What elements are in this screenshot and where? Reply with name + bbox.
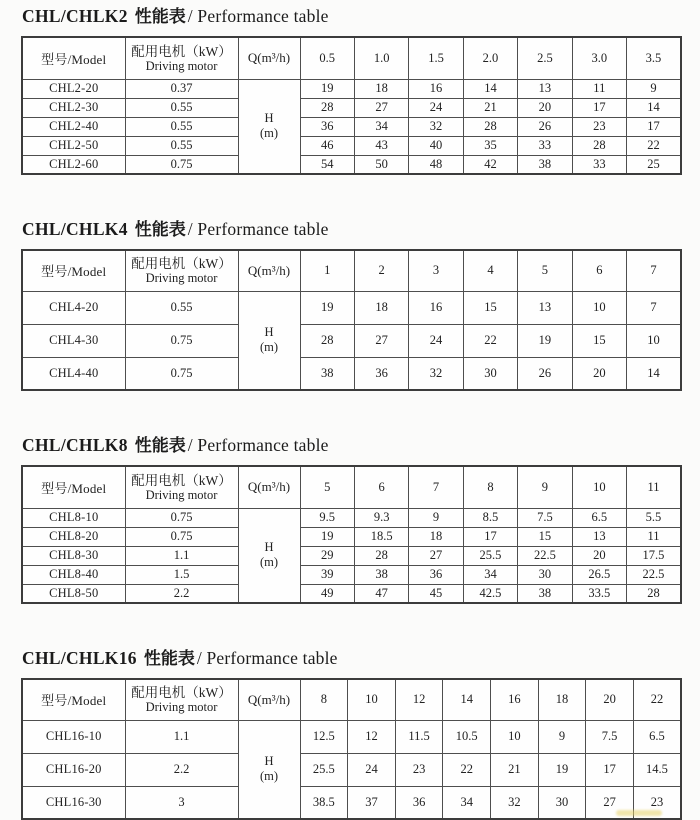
head-value-cell: 38 [518,584,572,603]
head-value-cell: 15 [572,324,626,357]
head-value-cell: 14 [627,98,681,117]
performance-table-section-chlk8 [21,434,682,604]
head-value-cell: 47 [354,584,408,603]
head-value-cell: 36 [354,357,408,390]
motor-power-cell: 0.55 [125,117,238,136]
head-value-cell: 21 [463,98,517,117]
column-header-flow-q: Q(m³/h) [238,679,300,720]
head-value-cell: 45 [409,584,463,603]
head-unit-cell [238,508,300,603]
head-value-cell: 6.5 [572,508,626,527]
head-value-cell: 17.5 [627,546,681,565]
column-header-model: 型号/Model [22,250,125,291]
head-value-cell: 14 [463,79,517,98]
head-value-cell: 32 [409,357,463,390]
head-value-cell: 6.5 [633,720,681,753]
model-cell: CHL8-40 [22,565,125,584]
table-row [22,720,681,753]
model-cell: CHL4-40 [22,357,125,390]
table-row [22,357,681,390]
head-value-cell: 19 [300,527,354,546]
head-value-cell: 34 [463,565,517,584]
head-value-cell: 36 [395,786,443,819]
model-cell: CHL8-10 [22,508,125,527]
title-chinese-label: 性能表 [134,220,186,239]
performance-table-section-chlk4 [21,218,682,391]
head-value-cell: 24 [409,324,463,357]
head-label-m: (m) [259,126,279,141]
head-value-cell: 18 [409,527,463,546]
flow-value-header: 0.5 [300,37,354,79]
driving-motor-english: Driving motor [145,271,218,286]
model-cell: CHL16-10 [22,720,125,753]
model-cell: CHL2-50 [22,136,125,155]
title-english-label: / Performance table [187,435,329,455]
head-value-cell: 18 [354,79,408,98]
head-value-cell: 40 [409,136,463,155]
head-value-cell: 39 [300,565,354,584]
head-value-cell: 25 [627,155,681,174]
head-value-cell: 28 [300,98,354,117]
flow-value-header: 14 [443,679,491,720]
title-series-code: CHL/CHLK4 [22,219,128,239]
flow-value-header: 9 [518,466,572,508]
model-cell: CHL2-30 [22,98,125,117]
head-value-cell: 7.5 [586,720,634,753]
driving-motor-english: Driving motor [145,700,218,715]
motor-power-cell: 2.2 [125,753,238,786]
head-value-cell: 22.5 [627,565,681,584]
column-header-driving-motor [125,466,238,508]
head-value-cell: 42.5 [463,584,517,603]
flow-value-header: 11 [627,466,681,508]
head-value-cell: 33.5 [572,584,626,603]
table-row [22,98,681,117]
flow-value-header: 18 [538,679,586,720]
head-value-cell: 36 [300,117,354,136]
head-value-cell: 15 [463,291,517,324]
table-row [22,527,681,546]
title-chinese-label: 性能表 [134,7,186,26]
motor-power-cell: 0.55 [125,291,238,324]
head-value-cell: 34 [354,117,408,136]
section-title-chlk2 [22,5,682,28]
head-value-cell: 10 [491,720,539,753]
table-row [22,324,681,357]
model-cell: CHL16-30 [22,786,125,819]
head-value-cell: 19 [538,753,586,786]
head-value-cell: 11 [627,527,681,546]
head-value-cell: 9 [409,508,463,527]
table-row [22,786,681,819]
flow-value-header: 16 [491,679,539,720]
title-chinese-label: 性能表 [143,649,195,668]
head-value-cell: 38 [518,155,572,174]
head-value-cell: 32 [491,786,539,819]
flow-value-header: 3 [409,250,463,291]
section-title-chlk16 [22,647,682,670]
motor-power-cell: 2.2 [125,584,238,603]
flow-value-header: 20 [586,679,634,720]
head-value-cell: 23 [572,117,626,136]
head-value-cell: 33 [518,136,572,155]
driving-motor-chinese: 配用电机（kW） [131,43,232,59]
head-value-cell: 9.3 [354,508,408,527]
head-value-cell: 36 [409,565,463,584]
performance-table-chlk2 [21,36,682,175]
head-value-cell: 50 [354,155,408,174]
driving-motor-english: Driving motor [145,487,218,502]
head-value-cell: 7.5 [518,508,572,527]
head-value-cell: 30 [518,565,572,584]
head-value-cell: 23 [395,753,443,786]
head-label-m: (m) [259,769,279,784]
head-value-cell: 10 [627,324,681,357]
flow-value-header: 10 [348,679,396,720]
table-header-row [22,37,681,79]
performance-table-chlk8 [21,465,682,604]
column-header-model: 型号/Model [22,37,125,79]
motor-power-cell: 0.75 [125,324,238,357]
head-value-cell: 16 [409,79,463,98]
motor-power-cell: 0.75 [125,527,238,546]
model-cell: CHL4-20 [22,291,125,324]
head-value-cell: 9 [627,79,681,98]
flow-value-header: 4 [463,250,517,291]
motor-power-cell: 0.75 [125,155,238,174]
motor-power-cell: 0.37 [125,79,238,98]
head-value-cell: 20 [572,357,626,390]
flow-value-header: 8 [300,679,348,720]
head-value-cell: 35 [463,136,517,155]
table-row [22,565,681,584]
head-value-cell: 17 [572,98,626,117]
head-unit-cell [238,720,300,819]
flow-value-header: 12 [395,679,443,720]
model-cell: CHL2-60 [22,155,125,174]
model-cell: CHL4-30 [22,324,125,357]
head-value-cell: 27 [586,786,634,819]
head-value-cell: 33 [572,155,626,174]
head-value-cell: 38 [300,357,354,390]
flow-value-header: 1 [300,250,354,291]
head-value-cell: 24 [348,753,396,786]
title-chinese-label: 性能表 [134,436,186,455]
head-value-cell: 14 [627,357,681,390]
head-value-cell: 30 [538,786,586,819]
table-row [22,291,681,324]
motor-power-cell: 0.75 [125,357,238,390]
head-value-cell: 29 [300,546,354,565]
head-label-h: H [264,325,274,340]
head-label-h: H [264,111,274,126]
motor-power-cell: 0.75 [125,508,238,527]
head-value-cell: 19 [518,324,572,357]
head-value-cell: 34 [443,786,491,819]
driving-motor-chinese: 配用电机（kW） [131,685,232,701]
column-header-flow-q: Q(m³/h) [238,37,300,79]
head-value-cell: 20 [572,546,626,565]
head-value-cell: 13 [572,527,626,546]
flow-value-header: 1.5 [409,37,463,79]
head-value-cell: 13 [518,79,572,98]
table-header-row [22,466,681,508]
flow-value-header: 2.5 [518,37,572,79]
performance-table-chlk4 [21,249,682,391]
head-value-cell: 27 [354,98,408,117]
head-value-cell: 28 [463,117,517,136]
motor-power-cell: 1.1 [125,546,238,565]
section-title-chlk8 [22,434,682,457]
head-value-cell: 9.5 [300,508,354,527]
head-value-cell: 7 [627,291,681,324]
motor-power-cell: 0.55 [125,136,238,155]
title-series-code: CHL/CHLK2 [22,6,128,26]
head-value-cell: 13 [518,291,572,324]
flow-value-header: 10 [572,466,626,508]
model-cell: CHL2-40 [22,117,125,136]
title-series-code: CHL/CHLK8 [22,435,128,455]
title-english-label: / Performance table [187,6,329,26]
flow-value-header: 7 [627,250,681,291]
motor-power-cell: 3 [125,786,238,819]
flow-value-header: 6 [572,250,626,291]
head-value-cell: 49 [300,584,354,603]
performance-table-section-chlk16 [21,647,682,820]
head-label-h: H [264,540,274,555]
table-row [22,753,681,786]
flow-value-header: 6 [354,466,408,508]
motor-power-cell: 1.5 [125,565,238,584]
head-value-cell: 25.5 [463,546,517,565]
flow-value-header: 22 [633,679,681,720]
head-value-cell: 16 [409,291,463,324]
head-value-cell: 37 [348,786,396,819]
head-value-cell: 17 [627,117,681,136]
head-value-cell: 24 [409,98,463,117]
column-header-driving-motor [125,37,238,79]
head-value-cell: 28 [354,546,408,565]
head-value-cell: 12 [348,720,396,753]
driving-motor-chinese: 配用电机（kW） [131,256,232,272]
head-value-cell: 5.5 [627,508,681,527]
head-value-cell: 20 [518,98,572,117]
motor-power-cell: 0.55 [125,98,238,117]
flow-value-header: 3.0 [572,37,626,79]
column-header-model: 型号/Model [22,679,125,720]
driving-motor-english: Driving motor [145,58,218,73]
table-row [22,155,681,174]
table-header-row [22,679,681,720]
head-value-cell: 25.5 [300,753,348,786]
flow-value-header: 1.0 [354,37,408,79]
head-value-cell: 27 [354,324,408,357]
head-value-cell: 14.5 [633,753,681,786]
head-value-cell: 19 [300,291,354,324]
flow-value-header: 3.5 [627,37,681,79]
flow-value-header: 7 [409,466,463,508]
head-value-cell: 46 [300,136,354,155]
head-value-cell: 54 [300,155,354,174]
head-value-cell: 18 [354,291,408,324]
table-row [22,79,681,98]
head-value-cell: 22 [443,753,491,786]
head-label-m: (m) [259,555,279,570]
head-label-m: (m) [259,340,279,355]
table-row [22,136,681,155]
watermark-smudge [616,810,662,816]
title-series-code: CHL/CHLK16 [22,648,137,668]
head-value-cell: 22 [627,136,681,155]
model-cell: CHL16-20 [22,753,125,786]
head-value-cell: 10 [572,291,626,324]
table-row [22,584,681,603]
head-value-cell: 43 [354,136,408,155]
head-value-cell: 28 [627,584,681,603]
column-header-flow-q: Q(m³/h) [238,250,300,291]
flow-value-header: 2 [354,250,408,291]
head-value-cell: 32 [409,117,463,136]
table-header-row [22,250,681,291]
head-value-cell: 28 [300,324,354,357]
table-row [22,546,681,565]
head-value-cell: 26 [518,117,572,136]
head-value-cell: 17 [586,753,634,786]
head-value-cell: 22 [463,324,517,357]
head-value-cell: 11.5 [395,720,443,753]
head-value-cell: 8.5 [463,508,517,527]
head-value-cell: 9 [538,720,586,753]
head-value-cell: 11 [572,79,626,98]
head-value-cell: 15 [518,527,572,546]
model-cell: CHL8-50 [22,584,125,603]
model-cell: CHL8-20 [22,527,125,546]
head-value-cell: 48 [409,155,463,174]
head-value-cell: 42 [463,155,517,174]
head-value-cell: 10.5 [443,720,491,753]
head-label-h: H [264,754,274,769]
model-cell: CHL8-30 [22,546,125,565]
head-value-cell: 21 [491,753,539,786]
head-value-cell: 23 [633,786,681,819]
head-value-cell: 30 [463,357,517,390]
head-value-cell: 26.5 [572,565,626,584]
title-english-label: / Performance table [187,219,329,239]
performance-table-section-chlk2 [21,5,682,175]
head-value-cell: 38.5 [300,786,348,819]
flow-value-header: 2.0 [463,37,517,79]
head-value-cell: 17 [463,527,517,546]
flow-value-header: 5 [518,250,572,291]
section-title-chlk4 [22,218,682,241]
head-value-cell: 26 [518,357,572,390]
flow-value-header: 5 [300,466,354,508]
column-header-driving-motor [125,679,238,720]
model-cell: CHL2-20 [22,79,125,98]
driving-motor-chinese: 配用电机（kW） [131,472,232,488]
head-value-cell: 19 [300,79,354,98]
head-unit-cell [238,79,300,174]
column-header-flow-q: Q(m³/h) [238,466,300,508]
column-header-model: 型号/Model [22,466,125,508]
flow-value-header: 8 [463,466,517,508]
column-header-driving-motor [125,250,238,291]
head-value-cell: 12.5 [300,720,348,753]
title-english-label: / Performance table [196,648,338,668]
head-value-cell: 38 [354,565,408,584]
head-unit-cell [238,291,300,390]
head-value-cell: 22.5 [518,546,572,565]
head-value-cell: 28 [572,136,626,155]
head-value-cell: 27 [409,546,463,565]
head-value-cell: 18.5 [354,527,408,546]
table-row [22,117,681,136]
table-row [22,508,681,527]
motor-power-cell: 1.1 [125,720,238,753]
performance-table-chlk16 [21,678,682,820]
